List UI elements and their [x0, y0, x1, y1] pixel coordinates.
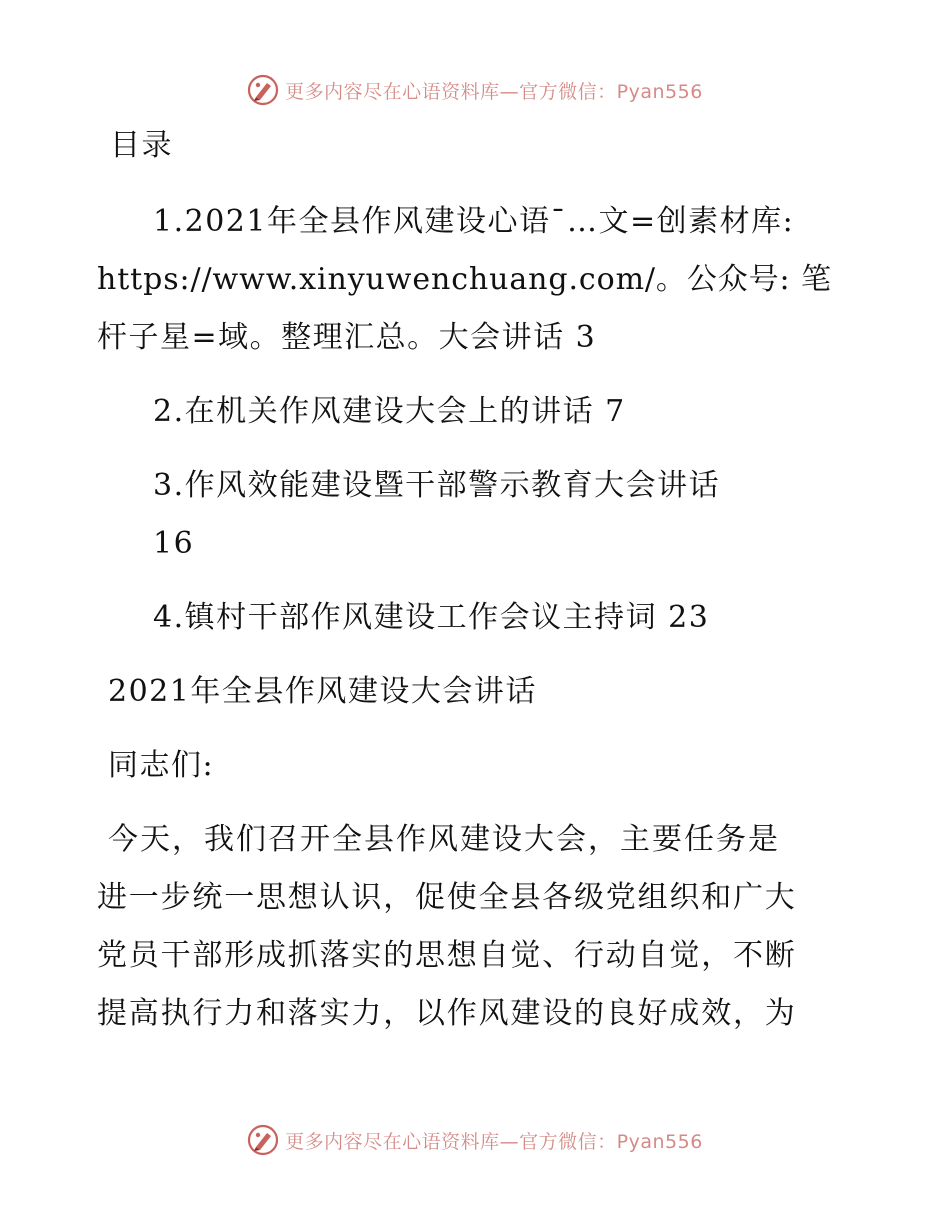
pen-logo-icon: [247, 74, 279, 106]
paragraph-line-4: 提高执行力和落实力，以作风建设的良好成效，为: [97, 996, 797, 1031]
watermark-text: 更多内容尽在心语资料库—官方微信：Pyan556: [285, 1130, 703, 1153]
toc-item-1-line-2: https://www.xinyuwenchuang.com/。公众号: 笔: [97, 262, 832, 297]
footer-watermark-banner: [0, 1118, 950, 1162]
salutation: 同志们:: [108, 748, 215, 783]
pen-logo-icon: [247, 1124, 279, 1156]
header-watermark-banner: [0, 68, 950, 112]
toc-item-3-line-2: 16: [153, 526, 195, 561]
toc-item-3-line-1: 3.作风效能建设暨干部警示教育大会讲话: [153, 468, 721, 503]
paragraph-line-2: 进一步统一思想认识，促使全县各级党组织和广大: [97, 880, 797, 915]
toc-item-2: 2.在机关作风建设大会上的讲话 7: [153, 394, 626, 429]
toc-title: 目录: [110, 128, 173, 163]
paragraph-line-3: 党员干部形成抓落实的思想自觉、行动自觉，不断: [97, 938, 797, 973]
watermark-text: 更多内容尽在心语资料库—官方微信：Pyan556: [285, 80, 703, 103]
article-heading: 2021年全县作风建设大会讲话: [108, 674, 537, 709]
toc-item-1-line-3: 杆子星=域。整理汇总。大会讲话 3: [97, 320, 597, 355]
toc-item-1-line-1: 1.2021年全县作风建设心语¯…文=创素材库:: [153, 204, 795, 239]
toc-item-4: 4.镇村干部作风建设工作会议主持词 23: [153, 600, 710, 635]
paragraph-line-1: 今天，我们召开全县作风建设大会，主要任务是: [108, 822, 780, 857]
